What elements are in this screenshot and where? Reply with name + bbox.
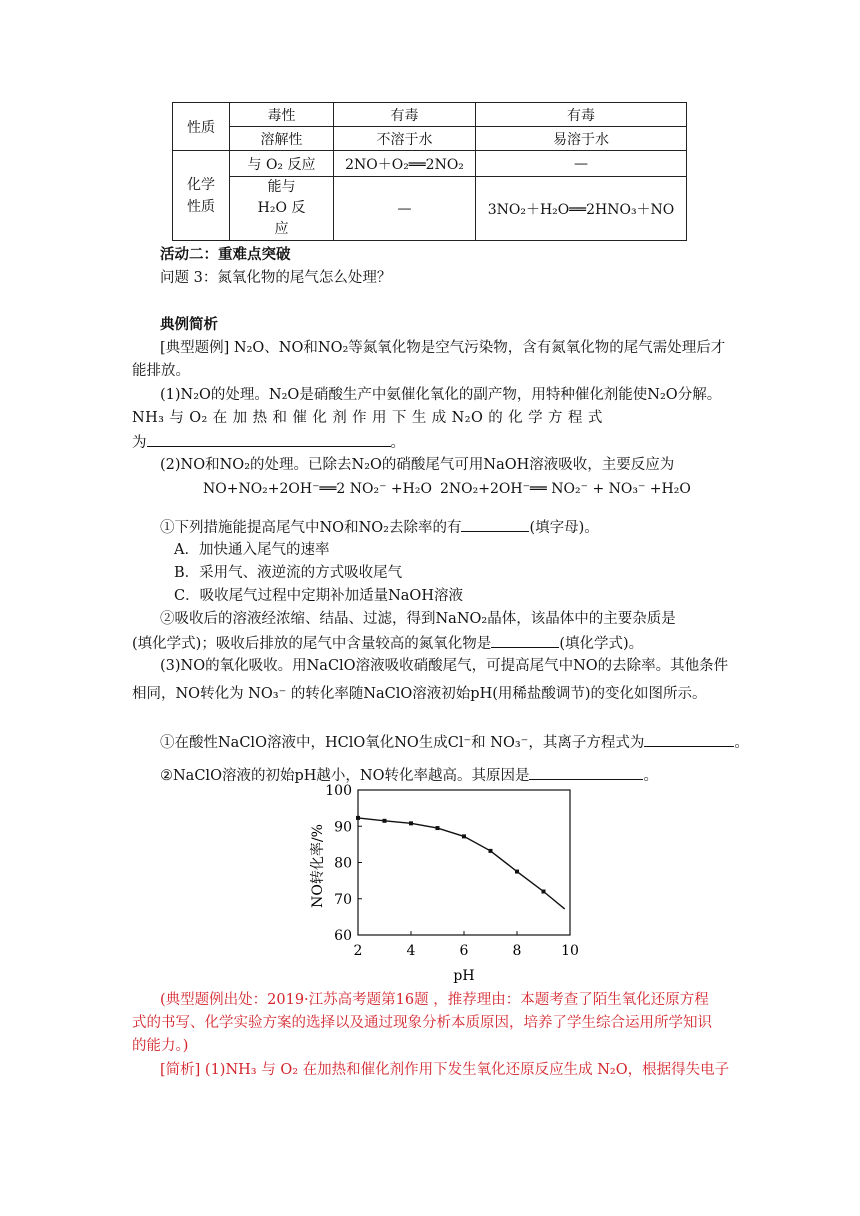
question-4-reason: ②NaClO溶液的初始pH越小，NO转化率越高。其原因是 。	[160, 764, 658, 786]
option-c: C．吸收尾气过程中定期补加适量NaOH溶液	[174, 588, 463, 604]
source-note: 式的书写、化学实验方案的选择以及通过现象分析本质原因，培养了学生综合运用所学知识	[132, 1015, 712, 1031]
option-a: A．加快通入尾气的速率	[174, 542, 330, 558]
x-tick-label: 2	[353, 943, 363, 959]
data-point	[515, 870, 519, 874]
source-note: 的能力。)	[132, 1038, 189, 1054]
data-point	[489, 849, 493, 853]
x-tick-label: 4	[406, 943, 416, 959]
plot-frame	[358, 790, 570, 935]
x-tick-label: 8	[512, 943, 522, 959]
ph-conversion-chart	[300, 782, 600, 984]
table-attr-cell: 能与 H₂O 反应	[230, 177, 334, 241]
properties-table	[172, 102, 687, 241]
table-cell: 不溶于水	[334, 127, 476, 151]
y-axis-label: NO转化率/%	[310, 824, 326, 908]
y-tick-label: 70	[334, 891, 352, 908]
x-axis-label: pH	[453, 968, 475, 984]
y-tick-label: 80	[334, 855, 352, 872]
question-2-cont: (填化学式)；吸收后排放的尾气中含量较高的氮氧化物是 (填化学式)。	[132, 632, 643, 654]
table-cell: 2NO＋O₂══2NO₂	[334, 151, 476, 177]
answer-blank[interactable]	[147, 431, 391, 447]
table-cell: 有毒	[334, 103, 476, 127]
data-point	[409, 821, 413, 825]
table-cell: 3NO₂＋H₂O══2HNO₃＋NO	[476, 177, 687, 241]
table-attr-cell: 溶解性	[230, 127, 334, 151]
example-paragraph: 能排放。	[132, 363, 190, 379]
data-point	[356, 816, 360, 820]
answer-blank[interactable]	[491, 632, 559, 648]
y-tick-label: 100	[325, 783, 352, 799]
option-b: B．采用气、液逆流的方式吸收尾气	[174, 565, 403, 581]
series-line	[358, 818, 565, 909]
part-3-text: 相同，NO转化为 NO₃⁻ 的转化率随NaClO溶液初始pH(用稀盐酸调节)的变化如图所示。	[132, 686, 707, 702]
table-cell: —	[334, 177, 476, 241]
table-attr-cell: 毒性	[230, 103, 334, 127]
answer-line-1: 为 。	[132, 431, 405, 453]
data-point	[383, 819, 387, 823]
question-1: ①下列措施能提高尾气中NO和NO₂去除率的有 (填字母)。	[160, 516, 599, 538]
question-3-ionic: ①在酸性NaClO溶液中，HClO氧化NO生成Cl⁻和 NO₃⁻，其离子方程式为 。	[160, 731, 749, 753]
part-1-text: NH₃ 与 O₂ 在 加 热 和 催 化 剂 作 用 下 生 成 N₂O 的 化 学 方 程 式	[132, 410, 603, 426]
x-tick-label: 6	[459, 943, 469, 959]
answer-blank[interactable]	[529, 764, 643, 780]
data-point	[462, 834, 466, 838]
data-point	[542, 890, 546, 894]
table-cell: 易溶于水	[476, 127, 687, 151]
part-2-text: (2)NO和NO₂的处理。已除去N₂O的硝酸尾气可用NaOH溶液吸收，主要反应为	[160, 457, 675, 473]
source-note: (典型题例出处：2019·江苏高考题第16题 ，推荐理由：本题考查了陌生氧化还原方程	[160, 992, 709, 1008]
part-3-text: (3)NO的氧化吸收。用NaClO溶液吸收硝酸尾气，可提高尾气中NO的去除率。其他条件	[160, 658, 729, 674]
example-heading: 典例简析	[160, 316, 218, 333]
question-2: ②吸收后的溶液经浓缩、结晶、过滤，得到NaNO₂晶体，该晶体中的主要杂质是	[160, 611, 676, 627]
table-cell: 有毒	[476, 103, 687, 127]
answer-blank[interactable]	[644, 731, 734, 747]
question-3: 问题 3：氮氧化物的尾气怎么处理？	[160, 270, 392, 286]
table-attr-cell: 与 O₂ 反应	[230, 151, 334, 177]
data-point	[436, 826, 440, 830]
section-heading: 活动二：重难点突破	[160, 246, 291, 263]
table-group-cell: 化学性质	[173, 151, 230, 241]
y-tick-label: 60	[334, 928, 352, 944]
equation-2: 2NO₂+2OH⁻══ NO₂⁻ + NO₃⁻ +H₂O	[440, 481, 691, 497]
table-cell: —	[476, 151, 687, 177]
table-group-cell: 性质	[173, 103, 230, 151]
analysis-label: [简析] (1)NH₃ 与 O₂ 在加热和催化剂作用下发生氧化还原反应生成 N₂O，根据得失电子	[160, 1062, 730, 1078]
answer-blank[interactable]	[461, 516, 529, 532]
analysis-text	[160, 1060, 729, 1080]
example-paragraph: [典型题例] N₂O、NO和NO₂等氮氧化物是空气污染物，含有氮氧化物的尾气需处理后才	[160, 340, 726, 356]
x-tick-label: 10	[561, 943, 579, 959]
y-tick-label: 90	[334, 819, 352, 836]
part-1-text: (1)N₂O的处理。N₂O是硝酸生产中氨催化氧化的副产物，用特种催化剂能使N₂O分解。	[160, 387, 722, 403]
equation-1: NO+NO₂+2OH⁻══2 NO₂⁻ +H₂O	[203, 481, 432, 497]
